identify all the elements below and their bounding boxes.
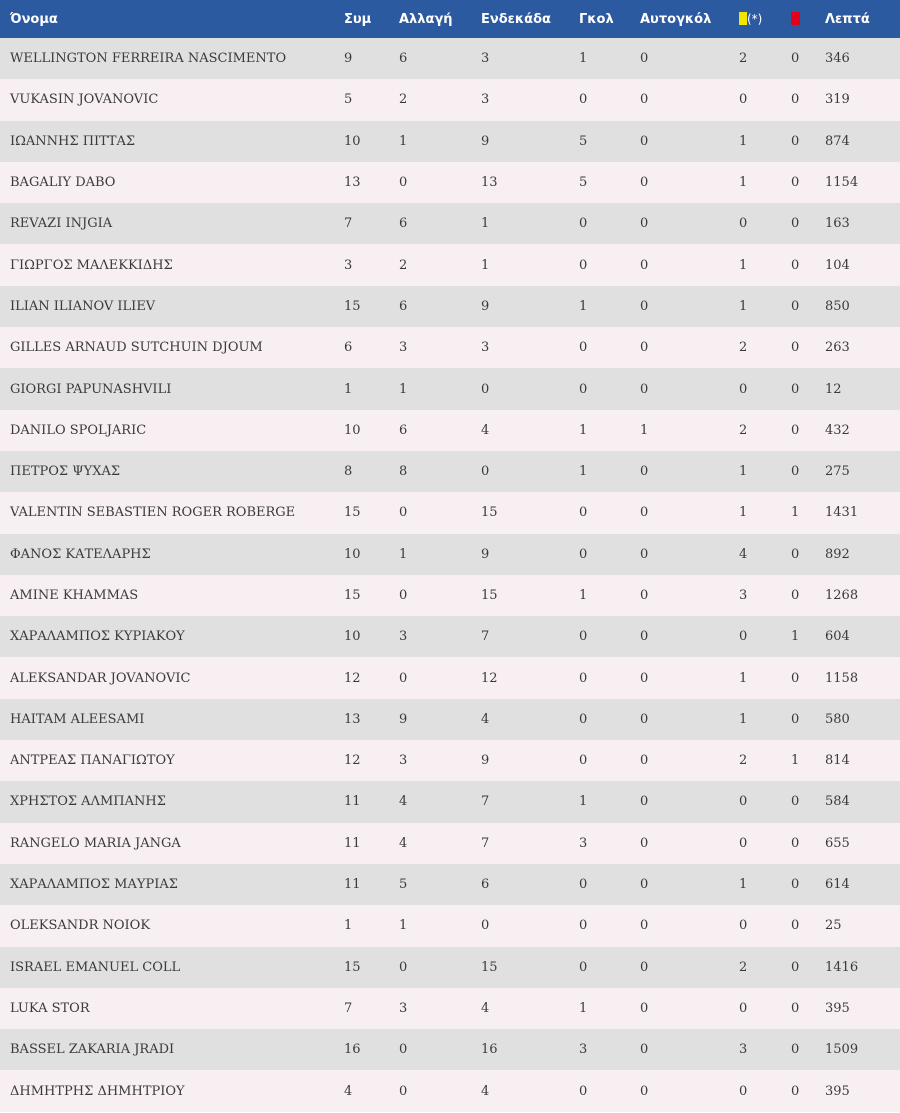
player-name-cell[interactable]: GILLES ARNAUD SUTCHUIN DJOUM	[10, 340, 263, 356]
red-cards-cell: 0	[791, 464, 800, 480]
appearances-cell: 15	[344, 959, 361, 975]
yellow-cards-cell: 0	[739, 92, 748, 108]
starting-cell: 15	[481, 959, 498, 975]
starting-cell: 0	[481, 381, 490, 397]
goals-cell: 0	[579, 877, 588, 893]
own-goals-cell: 0	[640, 959, 649, 975]
red-cards-cell: 0	[791, 959, 800, 975]
substitutions-cell: 6	[399, 298, 408, 314]
red-cards-cell: 1	[791, 629, 800, 645]
minutes-cell: 1154	[825, 175, 859, 191]
starting-cell: 9	[481, 298, 490, 314]
red-cards-cell: 0	[791, 1083, 800, 1099]
substitutions-cell: 4	[399, 835, 408, 851]
minutes-cell: 263	[825, 340, 850, 356]
starting-cell: 4	[481, 1083, 490, 1099]
yellow-cards-cell: 1	[739, 670, 748, 686]
starting-cell: 13	[481, 175, 498, 191]
red-cards-cell: 1	[791, 753, 800, 769]
starting-cell: 6	[481, 877, 490, 893]
red-cards-cell: 0	[791, 298, 800, 314]
appearances-cell: 16	[344, 1042, 361, 1058]
own-goals-cell: 0	[640, 1042, 649, 1058]
starting-cell: 12	[481, 670, 498, 686]
yellow-cards-cell: 1	[739, 133, 748, 149]
minutes-cell: 395	[825, 1000, 850, 1016]
minutes-cell: 1416	[825, 959, 859, 975]
player-name-cell[interactable]: AMINE KHAMMAS	[10, 588, 139, 603]
player-name-cell[interactable]: ΧΑΡΑΛΑΜΠΟΣ ΜΑΥΡΙΑΣ	[10, 877, 178, 893]
appearances-cell: 7	[344, 1000, 353, 1016]
table-row	[0, 823, 900, 864]
substitutions-cell: 2	[399, 92, 408, 108]
goals-cell: 1	[579, 298, 588, 314]
minutes-cell: 163	[825, 216, 850, 232]
substitutions-cell: 0	[399, 588, 408, 603]
table-row	[0, 864, 900, 905]
starting-cell: 4	[481, 422, 490, 438]
starting-cell: 15	[481, 588, 498, 603]
own-goals-cell: 0	[640, 588, 649, 603]
appearances-cell: 11	[344, 794, 361, 810]
own-goals-cell: 0	[640, 918, 649, 934]
table-row	[0, 203, 900, 244]
goals-cell: 5	[579, 175, 588, 191]
goals-cell: 5	[579, 133, 588, 149]
table-row	[0, 38, 900, 79]
starting-cell: 7	[481, 835, 490, 851]
minutes-cell: 874	[825, 133, 850, 149]
table-row	[0, 781, 900, 822]
substitutions-cell: 3	[399, 753, 408, 769]
appearances-cell: 11	[344, 877, 361, 893]
header-row	[0, 0, 900, 38]
red-cards-cell: 0	[791, 1000, 800, 1016]
player-name-cell[interactable]: ΦΑΝΟΣ ΚΑΤΕΛΑΡΗΣ	[10, 546, 151, 562]
player-name-cell[interactable]: ΙΩΑΝΝΗΣ ΠΙΤΤΑΣ	[10, 133, 136, 149]
table-row	[0, 534, 900, 575]
starting-cell: 4	[481, 1000, 490, 1016]
own-goals-cell: 0	[640, 298, 649, 314]
starting-cell: 3	[481, 340, 490, 356]
minutes-cell: 604	[825, 629, 850, 645]
table-header	[0, 0, 900, 38]
goals-cell: 0	[579, 257, 588, 273]
own-goals-cell: 0	[640, 753, 649, 769]
substitutions-cell: 5	[399, 877, 408, 893]
yellow-cards-cell: 0	[739, 216, 748, 232]
own-goals-cell: 0	[640, 340, 649, 356]
minutes-cell: 1268	[825, 588, 859, 603]
appearances-cell: 15	[344, 505, 361, 521]
own-goals-cell: 0	[640, 835, 649, 851]
player-name-cell[interactable]: VUKASIN JOVANOVIC	[10, 92, 159, 108]
starting-cell: 1	[481, 216, 490, 232]
column-header-red-cards[interactable]	[791, 0, 825, 38]
table-row	[0, 327, 900, 368]
own-goals-cell: 0	[640, 1083, 649, 1099]
yellow-cards-cell: 1	[739, 464, 748, 480]
own-goals-cell: 0	[640, 711, 649, 727]
starting-cell: 3	[481, 51, 490, 67]
appearances-cell: 5	[344, 92, 353, 108]
player-name-cell[interactable]: ΓΙΩΡΓΟΣ ΜΑΛΕΚΚΙΔΗΣ	[10, 257, 173, 273]
minutes-cell: 584	[825, 794, 850, 810]
yellow-cards-cell: 0	[739, 381, 748, 397]
yellow-cards-cell: 2	[739, 753, 748, 769]
own-goals-cell: 0	[640, 670, 649, 686]
minutes-cell: 432	[825, 422, 850, 438]
goals-cell: 0	[579, 340, 588, 356]
appearances-cell: 10	[344, 629, 361, 645]
own-goals-cell: 0	[640, 546, 649, 562]
table-row	[0, 79, 900, 120]
yellow-cards-cell: 2	[739, 340, 748, 356]
red-cards-cell: 0	[791, 92, 800, 108]
yellow-cards-cell: 1	[739, 175, 748, 191]
table-row	[0, 410, 900, 451]
yellow-card-suffix: (*)	[747, 11, 763, 26]
table-row	[0, 740, 900, 781]
appearances-cell: 1	[344, 918, 353, 934]
appearances-cell: 4	[344, 1083, 353, 1099]
red-cards-cell: 0	[791, 340, 800, 356]
player-name-cell[interactable]: ISRAEL EMANUEL COLL	[10, 959, 181, 975]
substitutions-cell: 1	[399, 918, 408, 934]
red-cards-cell: 0	[791, 877, 800, 893]
own-goals-cell: 0	[640, 1000, 649, 1016]
starting-cell: 1	[481, 257, 490, 273]
appearances-cell: 10	[344, 422, 361, 438]
table-row	[0, 1029, 900, 1070]
own-goals-cell: 0	[640, 92, 649, 108]
substitutions-cell: 3	[399, 340, 408, 356]
goals-cell: 0	[579, 918, 588, 934]
player-name-cell[interactable]: ΑΝΤΡΕΑΣ ΠΑΝΑΓΙΩΤΟΥ	[10, 753, 175, 769]
player-name-cell[interactable]: LUKA STOR	[10, 1000, 90, 1016]
substitutions-cell: 6	[399, 422, 408, 438]
player-name-cell[interactable]: WELLINGTON FERREIRA NASCIMENTO	[10, 51, 287, 67]
red-cards-cell: 0	[791, 1042, 800, 1058]
yellow-cards-cell: 1	[739, 505, 748, 521]
appearances-cell: 7	[344, 216, 353, 232]
starting-cell: 0	[481, 918, 490, 934]
player-name-cell[interactable]: ILIAN ILIANOV ILIEV	[10, 298, 156, 314]
goals-cell: 1	[579, 794, 588, 810]
yellow-cards-cell: 4	[739, 546, 748, 562]
own-goals-cell: 0	[640, 133, 649, 149]
table-row	[0, 657, 900, 698]
player-name-cell[interactable]: ΠΕΤΡΟΣ ΨΥΧΑΣ	[10, 464, 121, 480]
substitutions-cell: 3	[399, 629, 408, 645]
player-name-cell[interactable]: VALENTIN SEBASTIEN ROGER ROBERGE	[10, 505, 296, 521]
goals-cell: 0	[579, 505, 588, 521]
goals-cell: 3	[579, 835, 588, 851]
player-name-cell[interactable]: RANGELO MARIA JANGA	[10, 835, 181, 851]
own-goals-cell: 1	[640, 422, 649, 438]
yellow-cards-cell: 3	[739, 1042, 748, 1058]
starting-cell: 15	[481, 505, 498, 521]
minutes-cell: 580	[825, 711, 850, 727]
goals-cell: 1	[579, 51, 588, 67]
table-row	[0, 616, 900, 657]
minutes-cell: 12	[825, 381, 842, 397]
table-row	[0, 1070, 900, 1111]
appearances-cell: 13	[344, 711, 361, 727]
goals-cell: 0	[579, 629, 588, 645]
red-card-icon	[791, 12, 800, 25]
yellow-cards-cell: 0	[739, 794, 748, 810]
own-goals-cell: 0	[640, 216, 649, 232]
starting-cell: 16	[481, 1042, 498, 1058]
goals-cell: 1	[579, 588, 588, 603]
red-cards-cell: 0	[791, 546, 800, 562]
own-goals-cell: 0	[640, 381, 649, 397]
table-row	[0, 988, 900, 1029]
own-goals-cell: 0	[640, 877, 649, 893]
yellow-card-icon	[739, 12, 747, 25]
starting-cell: 0	[481, 464, 490, 480]
starting-cell: 9	[481, 133, 490, 149]
yellow-cards-cell: 2	[739, 51, 748, 67]
substitutions-cell: 6	[399, 216, 408, 232]
yellow-cards-cell: 3	[739, 588, 748, 603]
appearances-cell: 3	[344, 257, 353, 273]
yellow-cards-cell: 0	[739, 629, 748, 645]
goals-cell: 0	[579, 959, 588, 975]
player-name-cell[interactable]: OLEKSANDR NOIOK	[10, 918, 151, 934]
yellow-cards-cell: 0	[739, 918, 748, 934]
yellow-cards-cell: 2	[739, 959, 748, 975]
goals-cell: 0	[579, 753, 588, 769]
red-cards-cell: 0	[791, 51, 800, 67]
appearances-cell: 12	[344, 670, 361, 686]
table-row	[0, 492, 900, 533]
red-cards-cell: 0	[791, 381, 800, 397]
player-name-cell[interactable]: GIORGI PAPUNASHVILI	[10, 381, 172, 397]
goals-cell: 1	[579, 422, 588, 438]
substitutions-cell: 9	[399, 711, 408, 727]
appearances-cell: 15	[344, 588, 361, 603]
table-body	[0, 38, 900, 1112]
starting-cell: 7	[481, 629, 490, 645]
substitutions-cell: 0	[399, 1083, 408, 1099]
substitutions-cell: 0	[399, 959, 408, 975]
red-cards-cell: 1	[791, 505, 800, 521]
own-goals-cell: 0	[640, 175, 649, 191]
substitutions-cell: 3	[399, 1000, 408, 1016]
yellow-cards-cell: 1	[739, 257, 748, 273]
yellow-cards-cell: 0	[739, 835, 748, 851]
appearances-cell: 6	[344, 340, 353, 356]
goals-cell: 3	[579, 1042, 588, 1058]
column-header-starting[interactable]: Ενδεκάδα	[481, 11, 551, 27]
table-row	[0, 162, 900, 203]
red-cards-cell: 0	[791, 711, 800, 727]
substitutions-cell: 0	[399, 505, 408, 521]
starting-cell: 7	[481, 794, 490, 810]
table-row	[0, 286, 900, 327]
substitutions-cell: 1	[399, 381, 408, 397]
red-cards-cell: 0	[791, 216, 800, 232]
minutes-cell: 1509	[825, 1042, 859, 1058]
goals-cell: 1	[579, 1000, 588, 1016]
yellow-cards-cell: 0	[739, 1083, 748, 1099]
minutes-cell: 104	[825, 257, 850, 273]
yellow-cards-cell: 1	[739, 877, 748, 893]
table-row	[0, 368, 900, 409]
minutes-cell: 892	[825, 546, 850, 562]
column-header-name[interactable]: Όνομα	[10, 11, 58, 27]
goals-cell: 0	[579, 711, 588, 727]
appearances-cell: 10	[344, 133, 361, 149]
yellow-cards-cell: 1	[739, 298, 748, 314]
yellow-cards-cell: 0	[739, 1000, 748, 1016]
own-goals-cell: 0	[640, 464, 649, 480]
red-cards-cell: 0	[791, 257, 800, 273]
substitutions-cell: 0	[399, 1042, 408, 1058]
table-row	[0, 451, 900, 492]
column-header-minutes[interactable]: Λεπτά	[825, 11, 870, 27]
starting-cell: 3	[481, 92, 490, 108]
player-name-cell[interactable]: ΔΗΜΗΤΡΗΣ ΔΗΜΗΤΡΙΟΥ	[10, 1083, 185, 1099]
yellow-cards-cell: 1	[739, 711, 748, 727]
table-row	[0, 121, 900, 162]
substitutions-cell: 0	[399, 175, 408, 191]
own-goals-cell: 0	[640, 794, 649, 810]
appearances-cell: 15	[344, 298, 361, 314]
goals-cell: 0	[579, 1083, 588, 1099]
goals-cell: 0	[579, 670, 588, 686]
player-name-cell[interactable]: ΧΡΗΣΤΟΣ ΑΛΜΠΑΝΗΣ	[10, 794, 166, 810]
minutes-cell: 25	[825, 918, 842, 934]
column-header-yellow-cards[interactable]	[739, 0, 791, 38]
minutes-cell: 395	[825, 1083, 850, 1099]
own-goals-cell: 0	[640, 51, 649, 67]
player-name-cell[interactable]: DANILO SPOLJARIC	[10, 422, 147, 438]
substitutions-cell: 6	[399, 51, 408, 67]
substitutions-cell: 8	[399, 464, 408, 480]
red-cards-cell: 0	[791, 588, 800, 603]
player-name-cell[interactable]: REVAZI INJGIA	[10, 216, 113, 232]
appearances-cell: 13	[344, 175, 361, 191]
goals-cell: 0	[579, 381, 588, 397]
substitutions-cell: 0	[399, 670, 408, 686]
substitutions-cell: 4	[399, 794, 408, 810]
substitutions-cell: 1	[399, 546, 408, 562]
red-cards-cell: 0	[791, 918, 800, 934]
column-header-substitutions[interactable]: Αλλαγή	[399, 11, 453, 27]
player-name-cell[interactable]: BASSEL ZAKARIA JRADI	[10, 1042, 175, 1058]
table-row	[0, 905, 900, 946]
minutes-cell: 614	[825, 877, 850, 893]
starting-cell: 9	[481, 546, 490, 562]
appearances-cell: 10	[344, 546, 361, 562]
player-name-cell[interactable]: BAGALIY DABO	[10, 175, 116, 191]
player-name-cell[interactable]: HAITAM ALEESAMI	[10, 711, 145, 727]
table-row	[0, 947, 900, 988]
own-goals-cell: 0	[640, 505, 649, 521]
minutes-cell: 275	[825, 464, 850, 480]
own-goals-cell: 0	[640, 629, 649, 645]
column-header-appearances[interactable]: Συμ	[344, 11, 372, 27]
appearances-cell: 11	[344, 835, 361, 851]
red-cards-cell: 0	[791, 670, 800, 686]
table-row	[0, 575, 900, 616]
red-cards-cell: 0	[791, 422, 800, 438]
starting-cell: 9	[481, 753, 490, 769]
appearances-cell: 12	[344, 753, 361, 769]
goals-cell: 0	[579, 92, 588, 108]
table-row	[0, 244, 900, 285]
substitutions-cell: 1	[399, 133, 408, 149]
substitutions-cell: 2	[399, 257, 408, 273]
yellow-cards-cell: 2	[739, 422, 748, 438]
goals-cell: 0	[579, 546, 588, 562]
player-name-cell[interactable]: ΧΑΡΑΛΑΜΠΟΣ ΚΥΡΙΑΚΟΥ	[10, 629, 185, 645]
appearances-cell: 9	[344, 51, 353, 67]
goals-cell: 1	[579, 464, 588, 480]
red-cards-cell: 0	[791, 835, 800, 851]
minutes-cell: 1158	[825, 670, 859, 686]
red-cards-cell: 0	[791, 133, 800, 149]
starting-cell: 4	[481, 711, 490, 727]
red-cards-cell: 0	[791, 175, 800, 191]
appearances-cell: 1	[344, 381, 353, 397]
minutes-cell: 346	[825, 51, 850, 67]
own-goals-cell: 0	[640, 257, 649, 273]
minutes-cell: 814	[825, 753, 850, 769]
minutes-cell: 850	[825, 298, 850, 314]
red-cards-cell: 0	[791, 794, 800, 810]
goals-cell: 0	[579, 216, 588, 232]
player-name-cell[interactable]: ALEKSANDAR JOVANOVIC	[10, 670, 191, 686]
minutes-cell: 319	[825, 92, 850, 108]
column-header-own-goals[interactable]: Αυτογκόλ	[640, 11, 712, 27]
minutes-cell: 1431	[825, 505, 859, 521]
column-header-goals[interactable]: Γκολ	[579, 11, 614, 27]
minutes-cell: 655	[825, 835, 850, 851]
table-row	[0, 699, 900, 740]
appearances-cell: 8	[344, 464, 353, 480]
